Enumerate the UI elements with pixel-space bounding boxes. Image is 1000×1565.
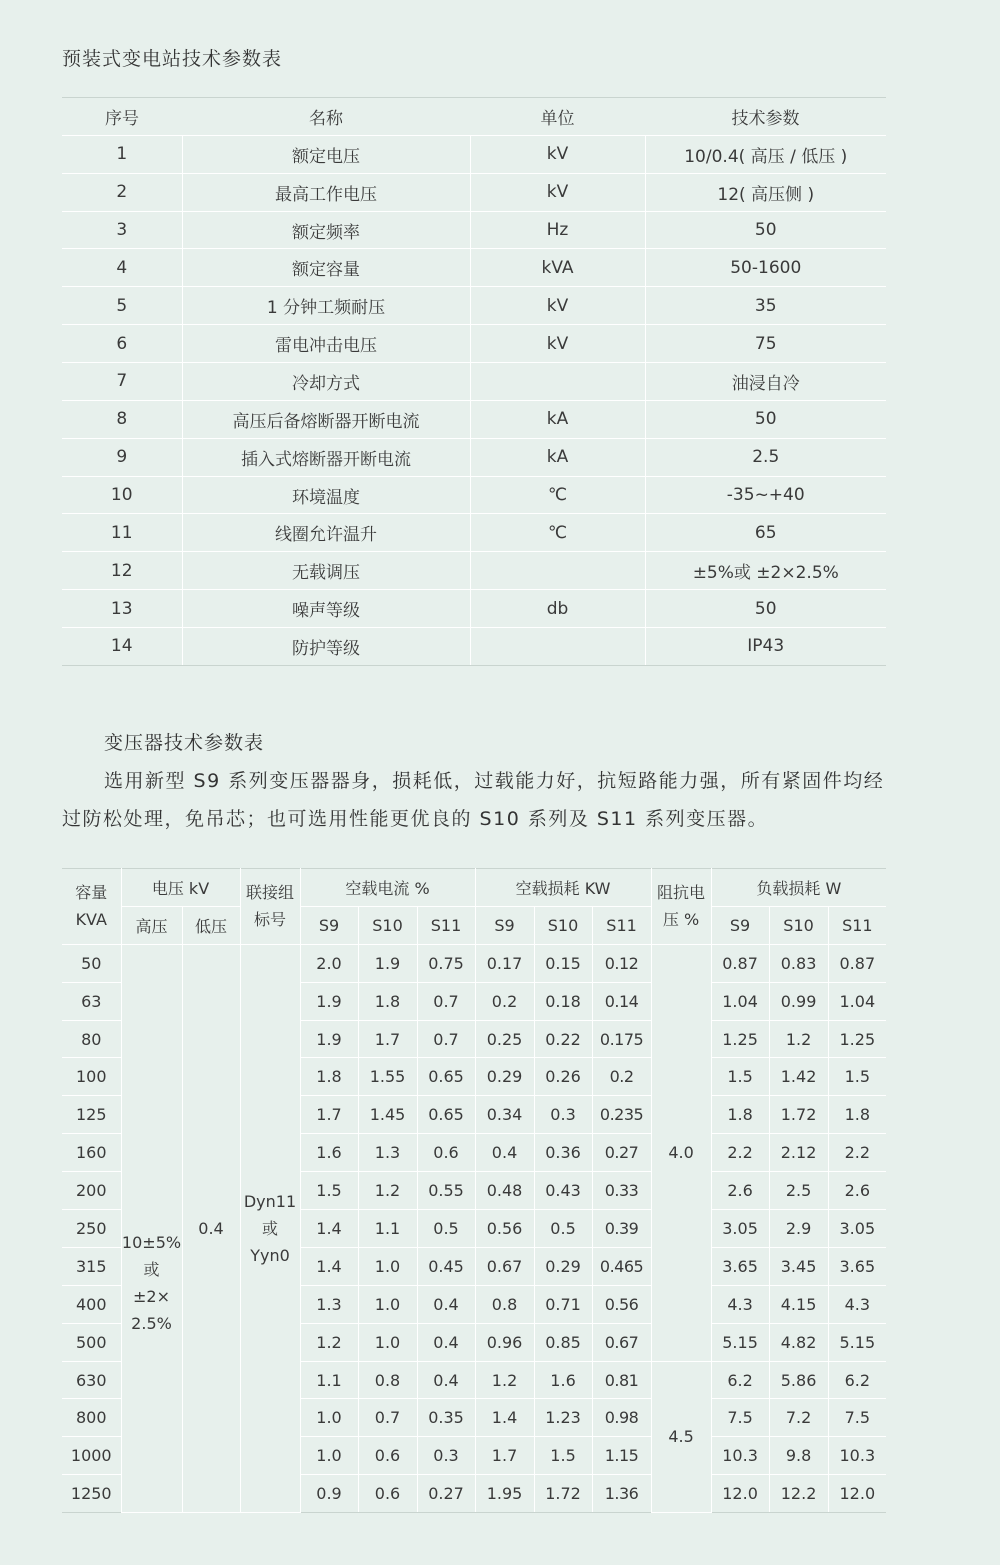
cell-index: 2	[62, 173, 182, 211]
cell-value: ±5%或 ±2×2.5%	[645, 552, 886, 590]
cell-load-loss: 4.3	[828, 1285, 886, 1323]
cell-no-load-loss: 0.29	[475, 1058, 534, 1096]
cell-load-loss: 12.0	[711, 1475, 769, 1513]
cell-unit: kVA	[470, 249, 645, 287]
cell-no-load-loss: 0.465	[592, 1247, 651, 1285]
cell-name: 额定频率	[182, 211, 470, 249]
cell-name: 线圈允许温升	[182, 514, 470, 552]
cell-no-load-current: 0.45	[417, 1247, 475, 1285]
header-connection: 联接组 标号	[240, 869, 300, 945]
cell-no-load-current: 1.7	[300, 1096, 358, 1134]
table-row	[62, 249, 886, 287]
header-current-s9: S9	[300, 906, 358, 944]
cell-unit: kV	[470, 325, 645, 363]
cell-no-load-loss: 1.15	[592, 1437, 651, 1475]
cell-no-load-loss: 0.67	[475, 1247, 534, 1285]
cell-no-load-loss: 0.27	[592, 1134, 651, 1172]
cell-no-load-current: 1.2	[300, 1323, 358, 1361]
cell-no-load-current: 1.55	[358, 1058, 417, 1096]
cell-high-voltage: 10±5% 或 ±2× 2.5%	[121, 944, 182, 1512]
cell-load-loss: 12.0	[828, 1475, 886, 1513]
cell-name: 环境温度	[182, 476, 470, 514]
cell-connection: Dyn11 或 Yyn0	[240, 944, 300, 1512]
cell-load-loss: 10.3	[711, 1437, 769, 1475]
cell-no-load-current: 1.9	[358, 944, 417, 982]
cell-no-load-loss: 0.22	[534, 1020, 592, 1058]
cell-unit: db	[470, 590, 645, 628]
cell-load-loss: 7.5	[828, 1399, 886, 1437]
cell-no-load-loss: 0.25	[475, 1020, 534, 1058]
cell-load-loss: 2.9	[769, 1210, 828, 1248]
header-noload-s11: S11	[592, 906, 651, 944]
cell-no-load-loss: 0.56	[592, 1285, 651, 1323]
cell-index: 7	[62, 363, 182, 401]
header-current-s11: S11	[417, 906, 475, 944]
cell-name: 噪声等级	[182, 590, 470, 628]
cell-no-load-current: 1.9	[300, 1020, 358, 1058]
cell-load-loss: 1.25	[711, 1020, 769, 1058]
header-voltage-high: 高压	[121, 906, 182, 944]
cell-name: 额定容量	[182, 249, 470, 287]
cell-value: 12( 高压侧 )	[645, 173, 886, 211]
table-row	[62, 944, 886, 982]
cell-no-load-current: 0.4	[417, 1361, 475, 1399]
cell-capacity: 1000	[62, 1437, 121, 1475]
cell-unit: ℃	[470, 514, 645, 552]
cell-no-load-loss: 0.175	[592, 1020, 651, 1058]
cell-capacity: 250	[62, 1210, 121, 1248]
header-name: 名称	[182, 98, 470, 136]
header-noload-s9: S9	[475, 906, 534, 944]
cell-value: 10/0.4( 高压 / 低压 )	[645, 135, 886, 173]
substation-params-table	[62, 97, 886, 666]
cell-load-loss: 4.82	[769, 1323, 828, 1361]
cell-no-load-current: 1.1	[358, 1210, 417, 1248]
cell-no-load-current: 1.6	[300, 1134, 358, 1172]
cell-unit	[470, 552, 645, 590]
cell-capacity: 160	[62, 1134, 121, 1172]
cell-capacity: 100	[62, 1058, 121, 1096]
cell-load-loss: 1.72	[769, 1096, 828, 1134]
cell-load-loss: 5.15	[711, 1323, 769, 1361]
cell-load-loss: 7.5	[711, 1399, 769, 1437]
header-current-s10: S10	[358, 906, 417, 944]
header-index: 序号	[62, 98, 182, 136]
cell-name: 插入式熔断器开断电流	[182, 438, 470, 476]
cell-no-load-current: 0.6	[358, 1475, 417, 1513]
cell-no-load-loss: 0.4	[475, 1134, 534, 1172]
cell-no-load-current: 1.0	[300, 1437, 358, 1475]
cell-no-load-loss: 0.235	[592, 1096, 651, 1134]
cell-load-loss: 1.5	[828, 1058, 886, 1096]
cell-impedance: 4.5	[651, 1361, 711, 1513]
header-impedance: 阻抗电 压 %	[651, 869, 711, 945]
cell-load-loss: 4.15	[769, 1285, 828, 1323]
cell-impedance: 4.0	[651, 944, 711, 1361]
cell-no-load-current: 1.7	[358, 1020, 417, 1058]
cell-no-load-current: 1.0	[300, 1399, 358, 1437]
cell-name: 最高工作电压	[182, 173, 470, 211]
cell-load-loss: 6.2	[711, 1361, 769, 1399]
cell-unit: kA	[470, 400, 645, 438]
cell-name: 1 分钟工频耐压	[182, 287, 470, 325]
cell-value: 75	[645, 325, 886, 363]
cell-capacity: 63	[62, 982, 121, 1020]
cell-load-loss: 2.2	[828, 1134, 886, 1172]
table-header-row	[62, 869, 886, 907]
cell-no-load-loss: 0.98	[592, 1399, 651, 1437]
cell-no-load-current: 1.4	[300, 1210, 358, 1248]
table-row	[62, 135, 886, 173]
cell-value: 油浸自冷	[645, 363, 886, 401]
cell-load-loss: 2.5	[769, 1172, 828, 1210]
cell-no-load-current: 1.5	[300, 1172, 358, 1210]
cell-load-loss: 7.2	[769, 1399, 828, 1437]
cell-no-load-current: 0.9	[300, 1475, 358, 1513]
cell-name: 雷电冲击电压	[182, 325, 470, 363]
table-row	[62, 552, 886, 590]
header-no-load-current: 空载电流 %	[300, 869, 475, 907]
cell-no-load-current: 1.3	[358, 1134, 417, 1172]
cell-no-load-loss: 1.95	[475, 1475, 534, 1513]
table-row	[62, 400, 886, 438]
cell-no-load-current: 1.0	[358, 1247, 417, 1285]
header-voltage-low: 低压	[182, 906, 240, 944]
transformer-params-table	[62, 868, 886, 1513]
cell-unit: kV	[470, 135, 645, 173]
cell-load-loss: 2.2	[711, 1134, 769, 1172]
cell-no-load-current: 0.7	[358, 1399, 417, 1437]
cell-no-load-loss: 0.12	[592, 944, 651, 982]
cell-load-loss: 10.3	[828, 1437, 886, 1475]
cell-capacity: 500	[62, 1323, 121, 1361]
header-voltage: 电压 kV	[121, 869, 240, 907]
cell-no-load-current: 0.8	[358, 1361, 417, 1399]
cell-capacity: 50	[62, 944, 121, 982]
cell-no-load-loss: 0.26	[534, 1058, 592, 1096]
cell-no-load-current: 1.3	[300, 1285, 358, 1323]
cell-value: 65	[645, 514, 886, 552]
cell-no-load-loss: 0.96	[475, 1323, 534, 1361]
cell-load-loss: 0.87	[711, 944, 769, 982]
cell-no-load-loss: 1.23	[534, 1399, 592, 1437]
cell-load-loss: 1.8	[828, 1096, 886, 1134]
cell-no-load-loss: 0.43	[534, 1172, 592, 1210]
cell-no-load-loss: 0.85	[534, 1323, 592, 1361]
cell-no-load-current: 1.45	[358, 1096, 417, 1134]
table-header-row	[62, 98, 886, 136]
cell-no-load-loss: 0.5	[534, 1210, 592, 1248]
cell-no-load-current: 0.75	[417, 944, 475, 982]
cell-no-load-current: 1.9	[300, 982, 358, 1020]
cell-no-load-current: 0.4	[417, 1323, 475, 1361]
cell-capacity: 800	[62, 1399, 121, 1437]
cell-load-loss: 9.8	[769, 1437, 828, 1475]
cell-load-loss: 5.15	[828, 1323, 886, 1361]
table-row	[62, 211, 886, 249]
cell-no-load-loss: 0.2	[592, 1058, 651, 1096]
cell-index: 12	[62, 552, 182, 590]
table-row	[62, 590, 886, 628]
cell-unit	[470, 363, 645, 401]
cell-unit: ℃	[470, 476, 645, 514]
cell-no-load-loss: 1.6	[534, 1361, 592, 1399]
cell-value: 50	[645, 590, 886, 628]
cell-index: 6	[62, 325, 182, 363]
header-load-s11: S11	[828, 906, 886, 944]
cell-no-load-current: 1.1	[300, 1361, 358, 1399]
cell-no-load-loss: 0.15	[534, 944, 592, 982]
cell-no-load-current: 0.27	[417, 1475, 475, 1513]
header-unit: 单位	[470, 98, 645, 136]
cell-load-loss: 1.42	[769, 1058, 828, 1096]
header-capacity: 容量 KVA	[62, 869, 121, 945]
cell-no-load-current: 0.55	[417, 1172, 475, 1210]
cell-load-loss: 2.6	[828, 1172, 886, 1210]
cell-no-load-current: 1.0	[358, 1285, 417, 1323]
cell-name: 额定电压	[182, 135, 470, 173]
cell-no-load-current: 0.7	[417, 982, 475, 1020]
cell-value: IP43	[645, 628, 886, 666]
cell-capacity: 125	[62, 1096, 121, 1134]
header-value: 技术参数	[645, 98, 886, 136]
cell-index: 11	[62, 514, 182, 552]
cell-no-load-current: 0.4	[417, 1285, 475, 1323]
cell-value: -35~+40	[645, 476, 886, 514]
cell-load-loss: 0.87	[828, 944, 886, 982]
cell-load-loss: 1.04	[828, 982, 886, 1020]
cell-name: 防护等级	[182, 628, 470, 666]
cell-no-load-loss: 0.17	[475, 944, 534, 982]
cell-no-load-current: 0.35	[417, 1399, 475, 1437]
cell-load-loss: 2.12	[769, 1134, 828, 1172]
cell-load-loss: 0.83	[769, 944, 828, 982]
cell-no-load-loss: 0.48	[475, 1172, 534, 1210]
cell-no-load-loss: 0.71	[534, 1285, 592, 1323]
cell-index: 10	[62, 476, 182, 514]
cell-value: 50-1600	[645, 249, 886, 287]
header-noload-s10: S10	[534, 906, 592, 944]
cell-no-load-current: 1.2	[358, 1172, 417, 1210]
cell-no-load-loss: 0.14	[592, 982, 651, 1020]
cell-no-load-current: 1.8	[300, 1058, 358, 1096]
cell-no-load-loss: 0.33	[592, 1172, 651, 1210]
cell-no-load-current: 1.4	[300, 1247, 358, 1285]
cell-load-loss: 4.3	[711, 1285, 769, 1323]
header-load-s9: S9	[711, 906, 769, 944]
cell-name: 高压后备熔断器开断电流	[182, 400, 470, 438]
cell-no-load-loss: 0.36	[534, 1134, 592, 1172]
header-load-loss: 负载损耗 W	[711, 869, 886, 907]
cell-load-loss: 1.2	[769, 1020, 828, 1058]
cell-index: 8	[62, 400, 182, 438]
cell-no-load-current: 1.0	[358, 1323, 417, 1361]
table-row	[62, 438, 886, 476]
cell-load-loss: 5.86	[769, 1361, 828, 1399]
cell-load-loss: 3.65	[828, 1247, 886, 1285]
cell-load-loss: 1.25	[828, 1020, 886, 1058]
cell-load-loss: 3.65	[711, 1247, 769, 1285]
cell-no-load-current: 0.7	[417, 1020, 475, 1058]
cell-capacity: 1250	[62, 1475, 121, 1513]
cell-no-load-loss: 0.8	[475, 1285, 534, 1323]
cell-capacity: 80	[62, 1020, 121, 1058]
cell-no-load-loss: 0.81	[592, 1361, 651, 1399]
table-row	[62, 514, 886, 552]
cell-no-load-loss: 1.7	[475, 1437, 534, 1475]
cell-load-loss: 6.2	[828, 1361, 886, 1399]
cell-unit	[470, 628, 645, 666]
cell-index: 3	[62, 211, 182, 249]
table1-title: 预装式变电站技术参数表	[62, 48, 283, 70]
cell-value: 35	[645, 287, 886, 325]
cell-load-loss: 12.2	[769, 1475, 828, 1513]
table2-title: 变压器技术参数表	[104, 732, 265, 754]
cell-unit: kV	[470, 287, 645, 325]
cell-load-loss: 3.45	[769, 1247, 828, 1285]
cell-no-load-current: 0.3	[417, 1437, 475, 1475]
header-load-s10: S10	[769, 906, 828, 944]
cell-no-load-loss: 0.56	[475, 1210, 534, 1248]
table-row	[62, 628, 886, 666]
cell-name: 冷却方式	[182, 363, 470, 401]
cell-index: 1	[62, 135, 182, 173]
cell-no-load-loss: 1.2	[475, 1361, 534, 1399]
table-row	[62, 287, 886, 325]
cell-load-loss: 0.99	[769, 982, 828, 1020]
cell-load-loss: 3.05	[711, 1210, 769, 1248]
table1-body	[62, 135, 886, 665]
table-row	[62, 363, 886, 401]
cell-load-loss: 1.5	[711, 1058, 769, 1096]
cell-load-loss: 1.04	[711, 982, 769, 1020]
cell-load-loss: 2.6	[711, 1172, 769, 1210]
cell-index: 4	[62, 249, 182, 287]
cell-load-loss: 3.05	[828, 1210, 886, 1248]
cell-no-load-loss: 0.39	[592, 1210, 651, 1248]
cell-no-load-loss: 0.34	[475, 1096, 534, 1134]
cell-no-load-loss: 1.36	[592, 1475, 651, 1513]
table-row	[62, 173, 886, 211]
cell-unit: kV	[470, 173, 645, 211]
cell-no-load-current: 0.6	[417, 1134, 475, 1172]
cell-no-load-current: 0.6	[358, 1437, 417, 1475]
cell-no-load-loss: 1.72	[534, 1475, 592, 1513]
cell-index: 5	[62, 287, 182, 325]
cell-capacity: 400	[62, 1285, 121, 1323]
cell-index: 13	[62, 590, 182, 628]
cell-capacity: 630	[62, 1361, 121, 1399]
cell-no-load-current: 0.5	[417, 1210, 475, 1248]
cell-no-load-loss: 1.5	[534, 1437, 592, 1475]
cell-no-load-current: 1.8	[358, 982, 417, 1020]
cell-value: 2.5	[645, 438, 886, 476]
table-row	[62, 476, 886, 514]
cell-value: 50	[645, 400, 886, 438]
cell-no-load-loss: 1.4	[475, 1399, 534, 1437]
cell-no-load-loss: 0.2	[475, 982, 534, 1020]
header-no-load-loss: 空载损耗 KW	[475, 869, 651, 907]
cell-index: 14	[62, 628, 182, 666]
cell-no-load-loss: 0.18	[534, 982, 592, 1020]
cell-no-load-loss: 0.67	[592, 1323, 651, 1361]
cell-index: 9	[62, 438, 182, 476]
cell-unit: Hz	[470, 211, 645, 249]
cell-capacity: 315	[62, 1247, 121, 1285]
cell-unit: kA	[470, 438, 645, 476]
table2-body	[62, 944, 886, 1512]
cell-low-voltage: 0.4	[182, 944, 240, 1512]
cell-value: 50	[645, 211, 886, 249]
cell-no-load-current: 0.65	[417, 1096, 475, 1134]
cell-no-load-loss: 0.29	[534, 1247, 592, 1285]
cell-no-load-loss: 0.3	[534, 1096, 592, 1134]
cell-no-load-current: 2.0	[300, 944, 358, 982]
cell-name: 无载调压	[182, 552, 470, 590]
table-subheader-row	[62, 906, 886, 944]
table-row	[62, 325, 886, 363]
transformer-description: 选用新型 S9 系列变压器器身，损耗低，过载能力好，抗短路能力强，所有紧固件均经过防松处理，免吊芯；也可选用性能更优良的 S10 系列及 S11 系列变压器。	[62, 770, 885, 830]
cell-load-loss: 1.8	[711, 1096, 769, 1134]
cell-capacity: 200	[62, 1172, 121, 1210]
cell-no-load-current: 0.65	[417, 1058, 475, 1096]
